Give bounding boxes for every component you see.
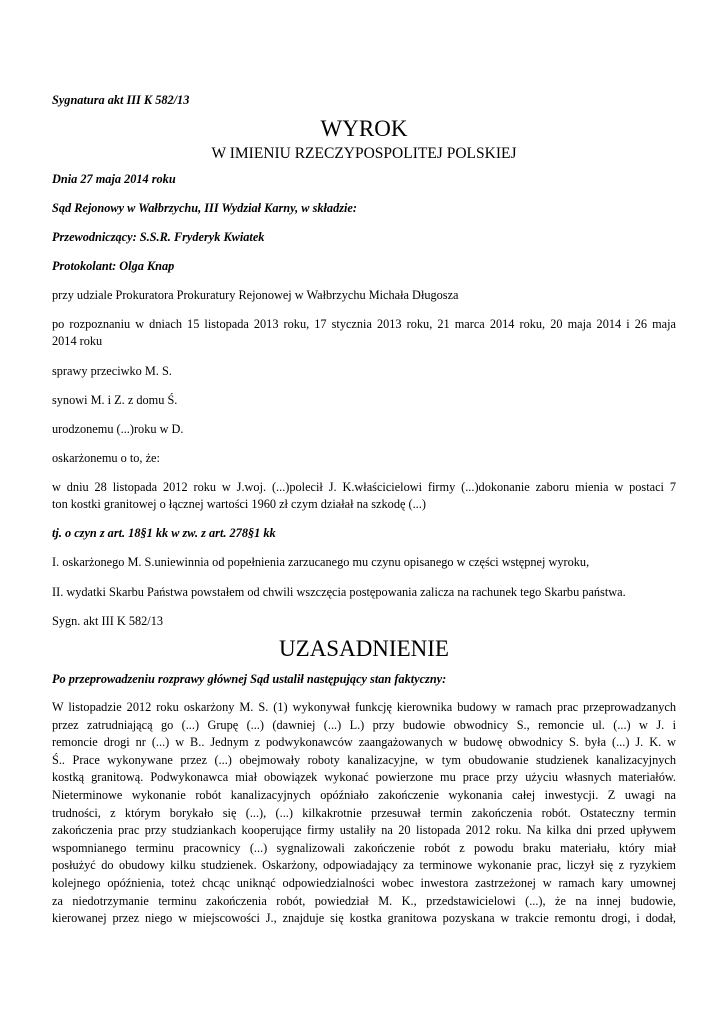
paragraph-line: posłużyć do obudowy kilku studzienek. Oskarżony, odpowiadający za terminowe wykonanie prac, liczył się z ryzykiem [52,858,676,873]
paragraph-line: trudności, z którym borykało się (...), (...) kilkakrotnie przesuwał termin zakończenia robót. Ostateczny termin [52,805,676,820]
verdict-title: WYROK [320,116,408,141]
paragraph-line: W listopadzie 2012 roku oskarżony M. S. (1) wykonywał funkcję kierownika budowy w ramach prac przeprowadzanych [52,700,676,714]
paragraph-line: zakończenia prac przy studziankach kooperujące firmy ustaliły na 20 listopada 2012 roku. Na kilka dni przed upływem [52,823,676,838]
justification-title: UZASADNIENIE [279,636,449,661]
justification-paragraph [52,699,676,928]
case-against: sprawy przeciwko M. S. [52,364,172,378]
paragraph-line: kostką granitową. Podwykonawca miał obowiązek wykonać powierzone mu prace przy użyciu własnych materiałów. [52,770,676,785]
paragraph-line: Nieterminowe wykonanie robót kanalizacyjnych opóźniało zakończenie wykonania całej inwestycji. Z uwagi na [52,787,676,802]
charged-with: oskarżonemu o to, że: [52,451,160,465]
paragraph-line: kolejnego opóźnienia, toteż chcąc uniknąć odpowiedzialności wobec inwestora zastrzeżonej w ramach kary umownej [52,875,676,890]
hearing-dates-line-2: 2014 roku [52,334,103,348]
justification-intro: Po przeprowadzeniu rozprawy głównej Sąd ustalił następujący stan faktyczny: [52,672,447,686]
paragraph-line: remoncie drogi nr (...) w B.. Jednym z podwykonawców zaangażowanych w budowę obwodnicy S. była (...) J. K. w [52,735,676,750]
paragraph-line: wspomnianego terminu pracownicy (...) sygnalizowali zakończenie robót z powodu braku materiału, który miał [52,840,676,855]
paragraph-line: za niedotrzymanie terminu zakończenia robót, powiedział M. K., przedstawicielowi (...), że na innej budowie, [52,893,676,908]
defendant-born: urodzonemu (...)roku w D. [52,422,184,436]
verdict-point-1: I. oskarżonego M. S.uniewinnia od popełnienia zarzucanego mu czynu opisanego w części wstępnej wyroku, [52,555,590,569]
paragraph-line: kierowanej przez niego w miejscowości J., znajduje się kostka granitowa pozyskana w trakcie remontu drogi, i dodał, [52,911,676,926]
defendant-parents: synowi M. i Z. z domu Ś. [52,393,178,407]
presiding-judge: Przewodniczący: S.S.R. Fryderyk Kwiatek [52,230,265,244]
verdict-date: Dnia 27 maja 2014 roku [52,172,176,186]
paragraph-line: przez zatrudniającą go (...) Grupę (...) (dawniej (...) L.) przy budowie obwodnicy S., remoncie ul. (...) w J. i [52,717,676,732]
paragraph-line: Ś.. Prace wykonywane przez (...) obejmowały roboty kanalizacyjne, w tym obudowanie studzienek kanalizacyjnych [52,752,676,767]
verdict-point-2: II. wydatki Skarbu Państwa powstałem od chwili wszczęcia postępowania zalicza na rachunek tego Skarbu państwa. [52,585,626,599]
case-signature-2: Sygn. akt III K 582/13 [52,614,164,628]
prosecutor-line: przy udziale Prokuratora Prokuratury Rejonowej w Wałbrzychu Michała Długosza [52,288,459,302]
charge-line-2: ton kostki granitowej o łącznej wartości 1960 zł czym działał na szkodę (...) [52,497,426,511]
hearing-dates-line-1: po rozpoznaniu w dniach 15 listopada 2013 roku, 17 stycznia 2013 roku, 21 marca 2014 roku, 20 maja 2014 i 26 maja [52,317,676,331]
charge-line-1: w dniu 28 listopada 2012 roku w J.woj. (...)polecił J. K.właścicielowi firmy (...)dokonanie zaboru mienia w postaci 7 [52,480,676,494]
court-clerk: Protokolant: Olga Knap [52,259,175,273]
legal-article: tj. o czyn z art. 18§1 kk w zw. z art. 278§1 kk [52,526,276,540]
verdict-subtitle: W IMIENIU RZECZYPOSPOLITEJ POLSKIEJ [211,145,517,162]
court-name: Sąd Rejonowy w Wałbrzychu, III Wydział Karny, w składzie: [52,201,357,215]
case-signature: Sygnatura akt III K 582/13 [52,93,190,107]
